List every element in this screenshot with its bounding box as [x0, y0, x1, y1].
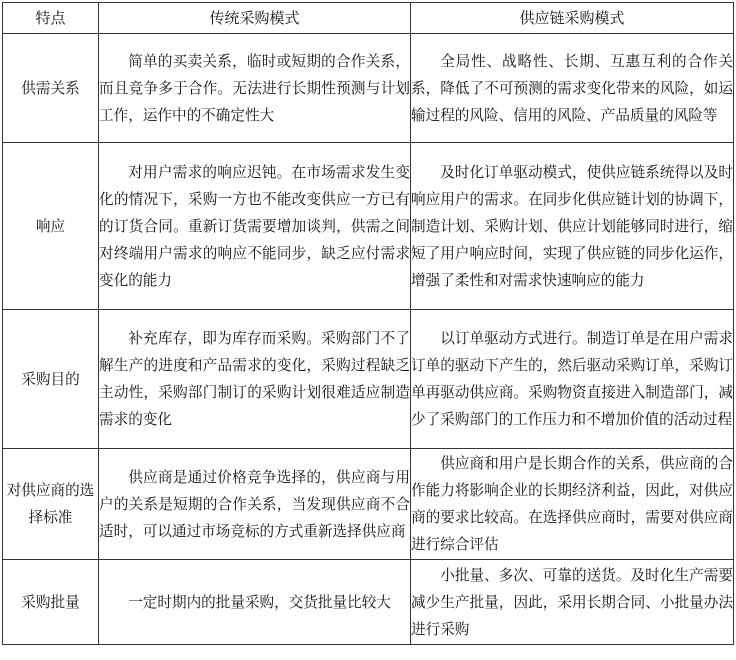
- table-row: [3, 310, 734, 449]
- traditional-text: 简单的买卖关系，临时或短期的合作关系，而且竞争多于合作。无法进行长期性预测与计划工作，运作中的不确定性大: [99, 52, 410, 124]
- table-row: [3, 560, 734, 645]
- traditional-cell: [99, 310, 411, 449]
- supply-chain-text: 供应商和用户是长期合作的关系，供应商的合作能力将影响企业的长期经济利益，因此，对供应商的要求比较高。在选择供应商时，需要对供应商进行综合评估: [411, 455, 733, 553]
- traditional-cell: [99, 143, 411, 310]
- feature-label: 对供应商的选择标准: [6, 482, 95, 526]
- traditional-cell: [99, 34, 411, 143]
- supply-chain-cell: [411, 310, 734, 449]
- supply-chain-cell: [411, 34, 734, 143]
- supply-chain-cell: [411, 560, 734, 645]
- traditional-text: 补充库存，即为库存而采购。采购部门不了解生产的进度和产品需求的变化，采购过程缺乏主动性，采购部门制订的采购计划很难适应制造需求的变化: [99, 330, 410, 428]
- supply-chain-text: 及时化订单驱动模式，使供应链系统得以及时响应用户的需求。在同步化供应链计划的协调下，制造计划、采购计划、供应计划能够同时进行，缩短了用户响应时间，实现了供应链的同步化运作，增强了柔性和对需求快速响应的能力: [411, 163, 733, 289]
- feature-cell: [3, 449, 99, 560]
- feature-label: 采购目的: [21, 370, 80, 388]
- feature-cell: [3, 34, 99, 143]
- comparison-table: [2, 2, 734, 645]
- header-supply-chain: 供应链采购模式: [411, 3, 734, 34]
- feature-cell: [3, 310, 99, 449]
- feature-cell: [3, 560, 99, 645]
- traditional-cell: [99, 449, 411, 560]
- supply-chain-text: 以订单驱动方式进行。制造订单是在用户需求订单的驱动下产生的，然后驱动采购订单，采购订单再驱动供应商。采购物资直接进入制造部门，减少了采购部门的工作压力和不增加价值的活动过程: [411, 330, 733, 428]
- feature-cell: [3, 143, 99, 310]
- feature-label: 采购批量: [21, 593, 80, 611]
- table-header-row: [3, 3, 734, 34]
- table-row: [3, 449, 734, 560]
- supply-chain-cell: [411, 449, 734, 560]
- supply-chain-cell: [411, 143, 734, 310]
- traditional-text: 对用户需求的响应迟钝。在市场需求发生变化的情况下，采购一方也不能改变供应一方已有的订货合同。重新订货需要增加谈判，供需之间对终端用户需求的响应不能同步，缺乏应付需求变化的能力: [99, 163, 410, 289]
- traditional-text: 供应商是通过价格竞争选择的，供应商与用户的关系是短期的合作关系，当发现供应商不合适时，可以通过市场竞标的方式重新选择供应商: [99, 468, 410, 540]
- feature-label: 响应: [35, 217, 66, 235]
- traditional-cell: [99, 560, 411, 645]
- header-traditional: 传统采购模式: [99, 3, 411, 34]
- supply-chain-text: 小批量、多次、可靠的送货。及时化生产需要减少生产批量，因此，采用长期合同、小批量办法进行采购: [411, 566, 733, 638]
- header-feature: 特点: [3, 3, 99, 34]
- table-row: [3, 143, 734, 310]
- supply-chain-text: 全局性、战略性、长期、互惠互利的合作关系，降低了不可预测的需求变化带来的风险，如运输过程的风险、信用的风险、产品质量的风险等: [411, 52, 733, 124]
- feature-label: 供需关系: [21, 79, 80, 97]
- traditional-text: 一定时期内的批量采购，交货批量比较大: [128, 593, 391, 611]
- table-row: [3, 34, 734, 143]
